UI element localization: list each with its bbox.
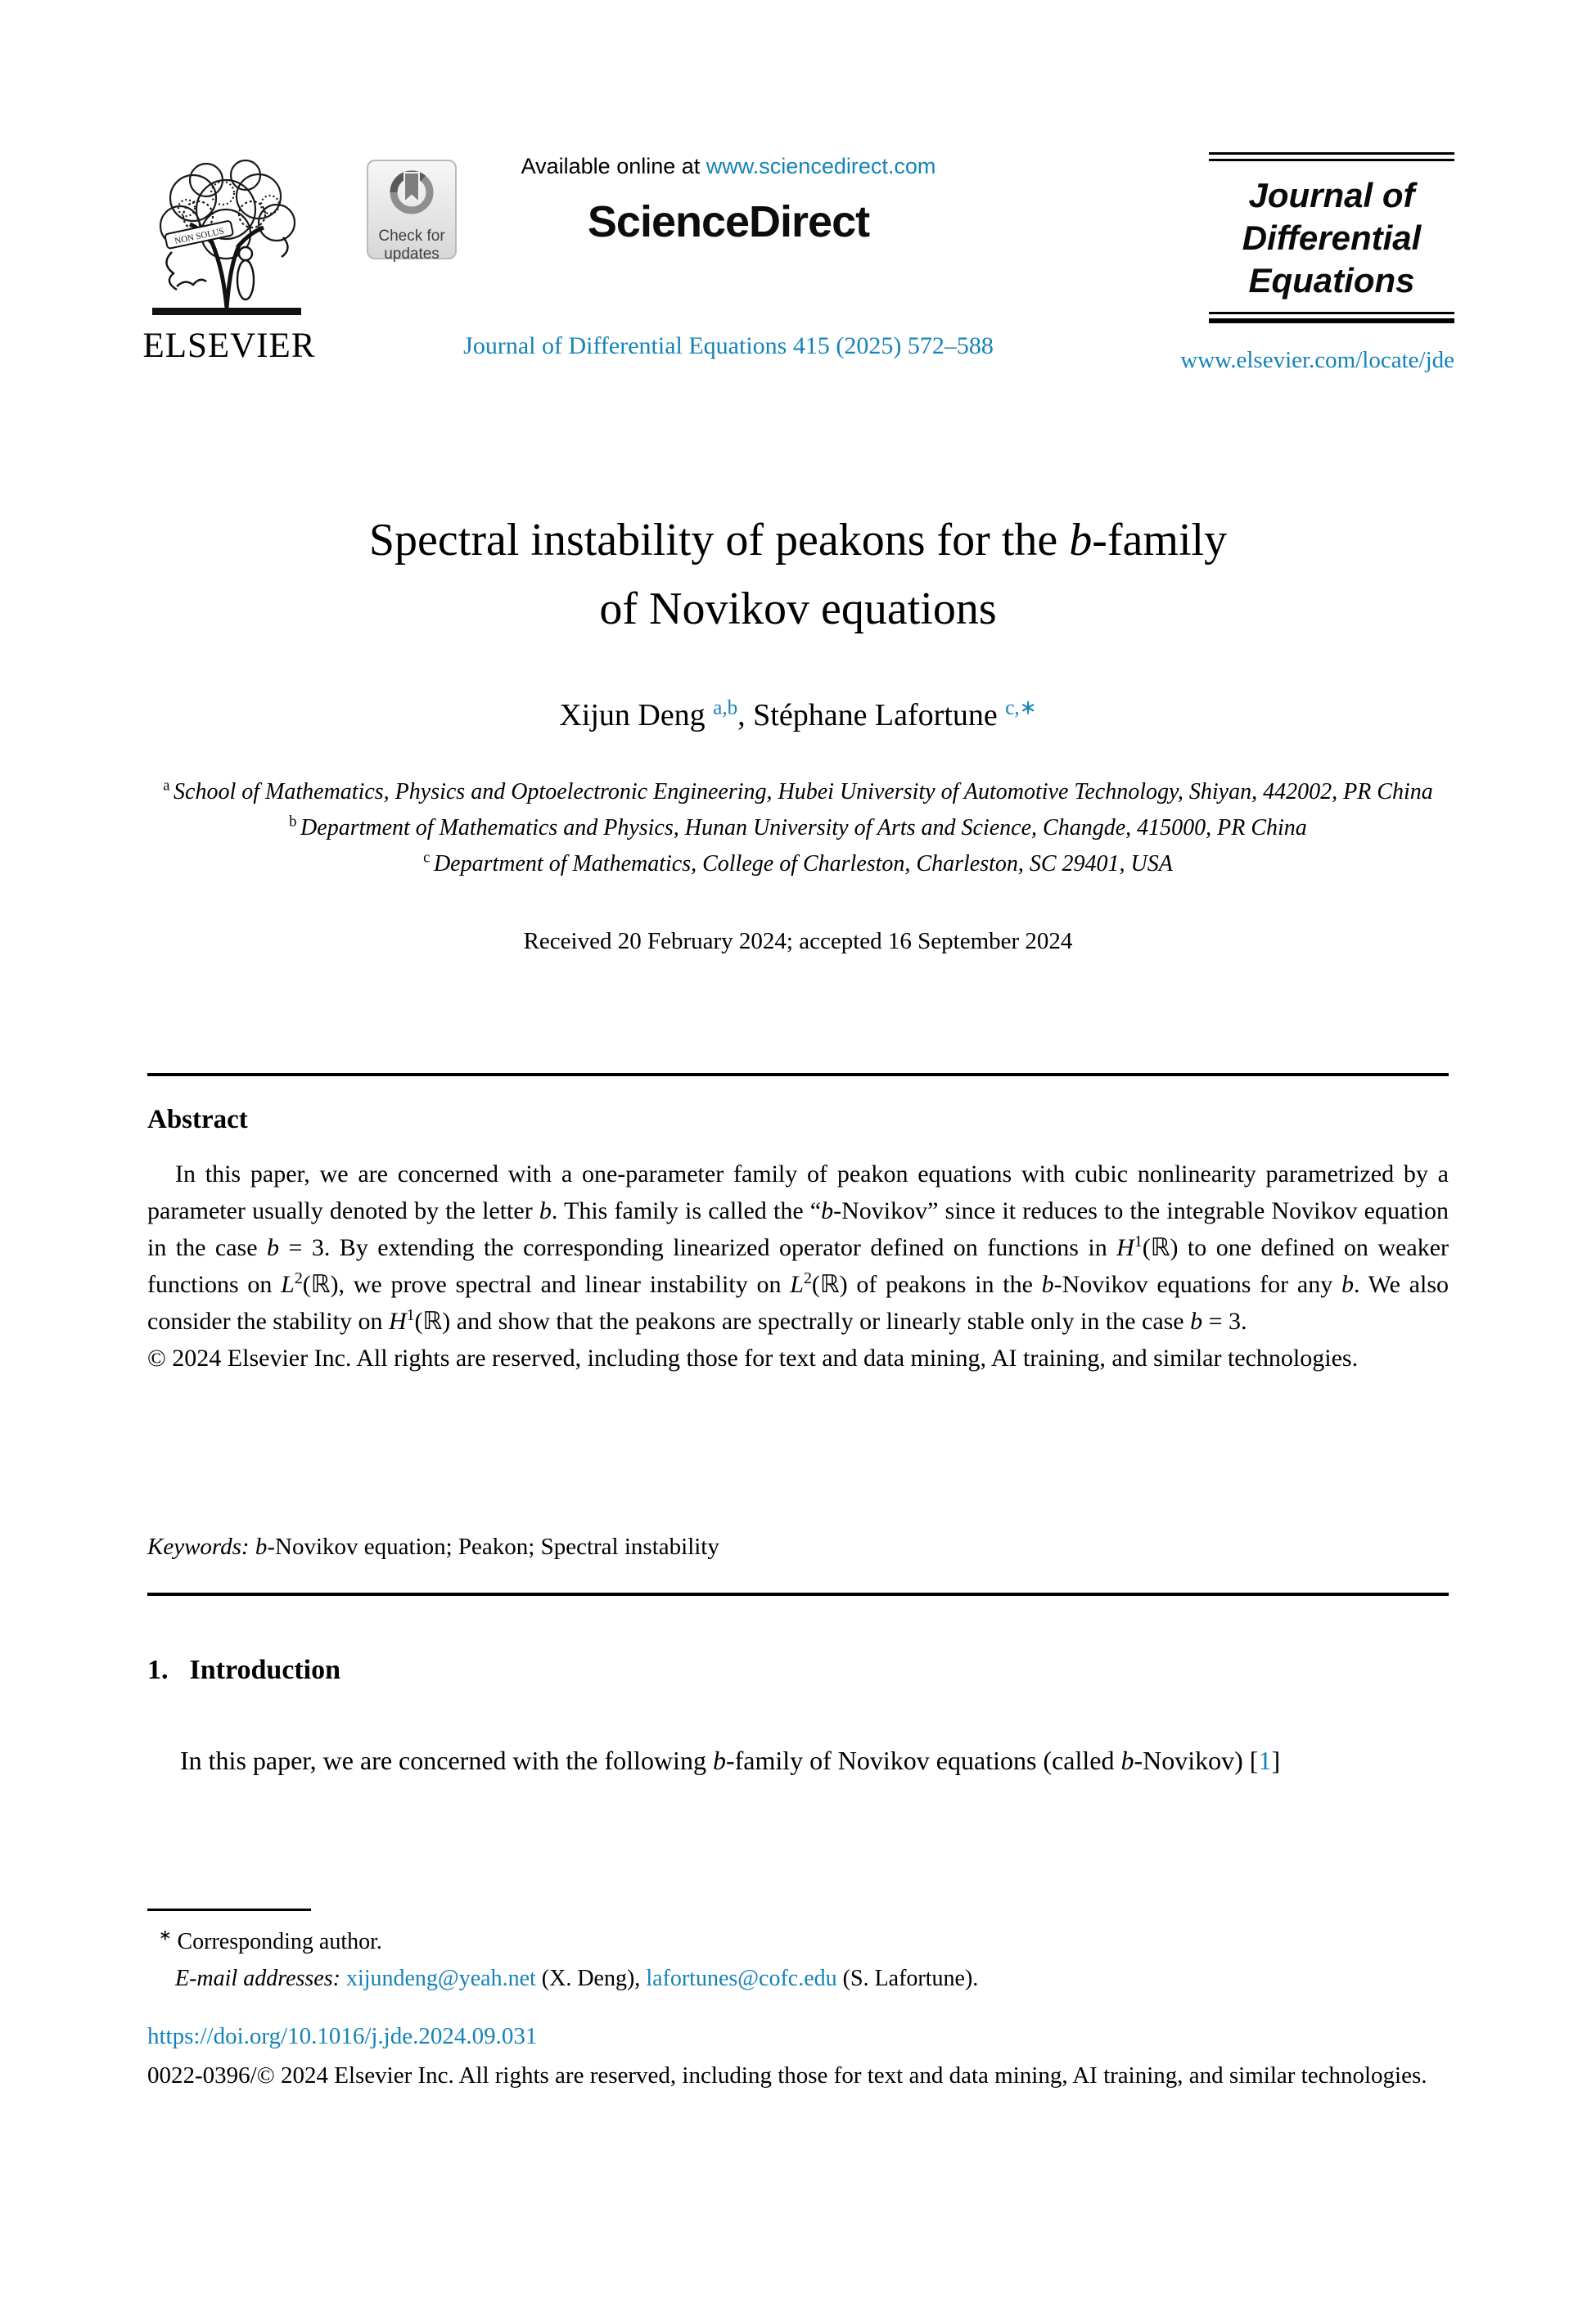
text-segment: -Novikov equations for any	[1053, 1271, 1341, 1298]
authors-line	[147, 697, 1449, 733]
text-segment: b	[1041, 1271, 1054, 1298]
elsevier-wordmark: ELSEVIER	[142, 327, 316, 365]
text-segment: 2	[294, 1269, 303, 1287]
text-segment: H	[1116, 1234, 1134, 1261]
affiliations-block	[147, 774, 1449, 882]
section-1-title: Introduction	[189, 1655, 341, 1685]
text-segment: ]	[1271, 1746, 1281, 1775]
abstract-body	[147, 1156, 1449, 1377]
text-segment: Department of Mathematics, College of Charleston, Charleston, SC 29401, USA	[433, 851, 1173, 877]
text-segment	[340, 1966, 346, 1991]
inline-link[interactable]: xijundeng@yeah.net	[345, 1966, 536, 1991]
text-segment: b	[539, 1197, 552, 1224]
text-segment: b	[1069, 515, 1093, 566]
section-1-heading	[147, 1655, 1449, 1686]
text-segment: Xijun Deng	[559, 698, 706, 732]
text-segment: b	[1190, 1308, 1203, 1335]
keywords-line	[147, 1534, 1449, 1561]
text-segment: Keywords:	[147, 1534, 250, 1560]
journal-homepage-link[interactable]: www.elsevier.com/locate/jde	[1180, 347, 1454, 373]
text-segment: b	[267, 1234, 279, 1261]
paper-title	[147, 506, 1449, 643]
journal-citation-link[interactable]: Journal of Differential Equations 415 (2025) 572–588	[463, 332, 994, 359]
text-segment: (ℝ) of peakons in the	[811, 1271, 1042, 1298]
text-segment: School of Mathematics, Physics and Optoelectronic Engineering, Hubei University of Automotive Technology, Shiyan, 442002, PR China	[174, 779, 1433, 804]
text-segment	[250, 1534, 255, 1560]
logo-motto-text: NON SOLUS	[174, 226, 225, 246]
abstract-text	[147, 1156, 1449, 1340]
text-segment: -Novikov) [	[1134, 1746, 1259, 1775]
journal-name-line2: Differential	[1242, 219, 1422, 257]
text-segment: Department of Mathematics and Physics, Hunan University of Arts and Science, Changde, 415000, PR China	[300, 815, 1307, 841]
text-segment: , Stéphane Lafortune	[737, 698, 998, 732]
text-segment: E-mail addresses:	[175, 1966, 340, 1991]
keywords-bottom-rule	[147, 1593, 1449, 1596]
journal-box-bottom-rule-2	[1209, 318, 1454, 323]
text-segment: . This family is called the “	[551, 1197, 822, 1224]
text-segment: b	[1341, 1271, 1354, 1298]
elsevier-tree-logo	[147, 155, 311, 321]
inline-link[interactable]: lafortunes@cofc.edu	[646, 1966, 837, 1991]
issn-copyright-line: 0022-0396/© 2024 Elsevier Inc. All rights are reserved, including those for text and data mining, AI training, and similar technologies.	[147, 2062, 1427, 2089]
text-segment: 1	[1134, 1233, 1143, 1251]
text-segment: 2	[803, 1269, 812, 1287]
text-segment: Corresponding author.	[171, 1929, 382, 1954]
text-segment: In this paper, we are concerned with the following	[180, 1746, 713, 1775]
text-segment: Spectral instability of peakons for the	[368, 515, 1070, 566]
section-1-number: 1.	[147, 1655, 169, 1685]
text-segment: b	[255, 1534, 268, 1560]
text-segment: a	[163, 777, 174, 794]
text-segment: L	[790, 1271, 804, 1298]
text-segment: = 3. By extending the corresponding linearized operator defined on functions in	[279, 1234, 1117, 1261]
text-segment: a,b	[713, 696, 738, 719]
text-segment: = 3.	[1202, 1308, 1247, 1335]
corresponding-author-note	[147, 1923, 1449, 1960]
abstract-heading: Abstract	[147, 1105, 248, 1134]
journal-name-line1: Journal of	[1248, 176, 1415, 214]
text-segment: (ℝ) to one defined on weaker functions on	[147, 1234, 1449, 1298]
paper-title-line2	[147, 575, 1449, 643]
text-segment: b	[821, 1197, 834, 1224]
journal-name-line3: Equations	[1248, 261, 1415, 300]
text-segment: ∗	[159, 1927, 172, 1944]
check-badge-line2: updates	[384, 246, 440, 263]
text-segment: (S. Lafortune).	[836, 1966, 979, 1991]
text-segment	[998, 698, 1006, 732]
text-segment: (ℝ), we prove spectral and linear instability on	[302, 1271, 791, 1298]
abstract-top-rule	[147, 1073, 1449, 1076]
inline-link[interactable]: 1	[1258, 1746, 1272, 1775]
text-segment: (X. Deng),	[535, 1966, 647, 1991]
text-segment: . We also consider the stability on	[147, 1271, 1449, 1335]
check-badge-line1: Check for	[378, 228, 445, 245]
available-online-prefix: Available online at	[521, 154, 706, 178]
sciencedirect-logo: ScienceDirect	[587, 197, 870, 246]
available-online-line	[405, 154, 1052, 179]
text-segment: c	[423, 849, 434, 866]
footnotes-block	[147, 1923, 1449, 1997]
text-segment: b	[712, 1746, 726, 1775]
text-segment: In this paper, we are concerned with a one-parameter family of peakon equations with cubic nonlinearity parametrized by a parameter usually denoted by the letter	[147, 1160, 1449, 1224]
sciencedirect-url-link[interactable]: www.sciencedirect.com	[706, 154, 936, 178]
text-segment: 1	[406, 1306, 415, 1324]
email-addresses-line	[147, 1960, 1449, 1997]
journal-cover-box	[1209, 152, 1454, 323]
text-segment: b	[289, 813, 301, 830]
text-segment	[706, 698, 714, 732]
affiliation-c	[147, 846, 1449, 882]
intro-paragraph	[147, 1738, 1449, 1783]
text-segment: b	[1120, 1746, 1134, 1775]
paper-title-line1	[147, 506, 1449, 575]
text-segment: c,∗	[1005, 696, 1037, 719]
affiliation-a	[147, 774, 1449, 810]
text-segment: H	[388, 1308, 407, 1335]
text-segment: -family	[1092, 515, 1228, 566]
text-segment: -Novikov equation; Peakon; Spectral instability	[267, 1534, 719, 1560]
text-segment: (ℝ) and show that the peakons are spectrally or linearly stable only in the case	[414, 1308, 1191, 1335]
text-segment: of Novikov equations	[599, 584, 997, 634]
affiliation-b	[147, 810, 1449, 846]
received-accepted-line: Received 20 February 2024; accepted 16 September 2024	[523, 928, 1073, 954]
doi-link[interactable]: https://doi.org/10.1016/j.jde.2024.09.031	[147, 2023, 538, 2049]
footnote-rule	[147, 1909, 311, 1911]
text-segment: -family of Novikov equations (called	[725, 1746, 1121, 1775]
text-segment: -Novikov” since it reduces to the integrable Novikov equation in the case	[147, 1197, 1449, 1261]
text-segment: L	[281, 1271, 295, 1298]
abstract-copyright-line: © 2024 Elsevier Inc. All rights are reserved, including those for text and data mining, AI training, and similar technologies.	[147, 1345, 1359, 1372]
